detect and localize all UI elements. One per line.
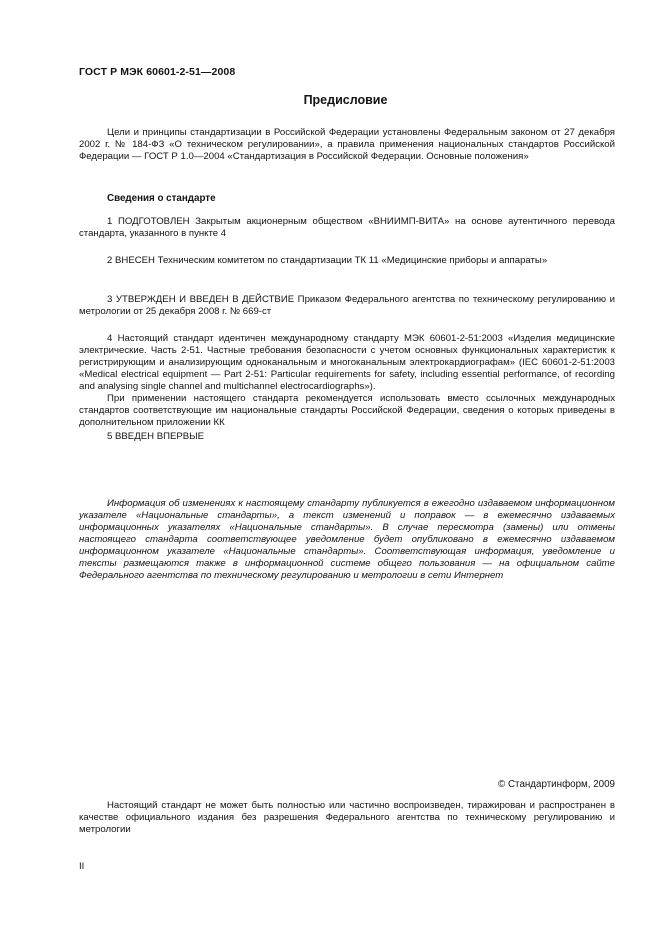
item-3	[79, 294, 615, 318]
copyright: © Стандартинформ, 2009	[498, 779, 615, 790]
intro-paragraph	[79, 127, 615, 163]
footer-text: Настоящий стандарт не может быть полностью или частично воспроизведен, тиражирован и распространен в качестве официального издания без разрешения Федерального агентства по техническому регулированию и метрологии	[79, 800, 615, 835]
item-2-text: 2 ВНЕСЕН Техническим комитетом по стандартизации ТК 11 «Медицинские приборы и аппараты»	[107, 255, 548, 266]
section-subhead: Сведения о стандарте	[107, 193, 216, 204]
notice-text: Информация об изменениях к настоящему стандарту публикуется в ежегодно издаваемом информационном указателе «Национальные стандарты», а текст изменений и поправок — в ежемесячно издаваемых информационных указателях «Национальные стандарты». В случае пересмотра (замены) или отмены настоящего стандарта соответствующее уведомление будет опубликовано в ежемесячно издаваемом информационном указателе «Национальные стандарты». Соответствующая информация, уведомление и тексты размещаются также в информационной системе общего пользования — на официальном сайте Федерального агентства по техническому регулированию и метрологии в сети Интернет	[79, 498, 615, 581]
page-title: Предисловие	[303, 93, 388, 107]
item-3-text: 3 УТВЕРЖДЕН И ВВЕДЕН В ДЕЙСТВИЕ Приказом Федерального агентства по техническому регулированию и метрологии от 25 декабря 2008 г. № 669-ст	[79, 294, 615, 317]
footer-paragraph	[79, 800, 615, 836]
notice-paragraph	[79, 498, 615, 582]
item-5	[79, 431, 615, 443]
item-2	[79, 255, 615, 267]
document-code: ГОСТ Р МЭК 60601-2-51—2008	[79, 66, 236, 78]
item-4-text: 4 Настоящий стандарт идентичен международному стандарту МЭК 60601-2-51:2003 «Изделия медицинские электрические. Часть 2-51. Частные требования безопасности с учетом основных функциональных характеристик к регистрирующим и анализирующим одноканальным и многоканальным электрокардиографам» (IEC 60601-2-51:2003 «Medical electrical equipment — Part 2-51: Particular requirements for safety, including essential performance, of recording and analysing single channel and multichannel electrocardiographs»).	[79, 333, 615, 392]
item-4-note: При применении настоящего стандарта рекомендуется использовать вместо ссылочных международных стандартов соответствующие им национальные стандарты Российской Федерации, сведения о которых приведены в дополнительном приложении КК	[79, 393, 615, 428]
item-5-text: 5 ВВЕДЕН ВПЕРВЫЕ	[107, 431, 205, 442]
item-4	[79, 333, 615, 429]
item-1-text: 1 ПОДГОТОВЛЕН Закрытым акционерным обществом «ВНИИМП-ВИТА» на основе аутентичного перевода стандарта, указанного в пункте 4	[79, 216, 615, 239]
page-number: II	[79, 861, 85, 872]
intro-text: Цели и принципы стандартизации в Российской Федерации установлены Федеральным законом от 27 декабря 2002 г. № 184-ФЗ «О техническом регулировании», а правила применения национальных стандартов Российской Федерации — ГОСТ Р 1.0—2004 «Стандартизация в Российской Федерации. Основные положения»	[79, 127, 615, 162]
item-1	[79, 216, 615, 240]
